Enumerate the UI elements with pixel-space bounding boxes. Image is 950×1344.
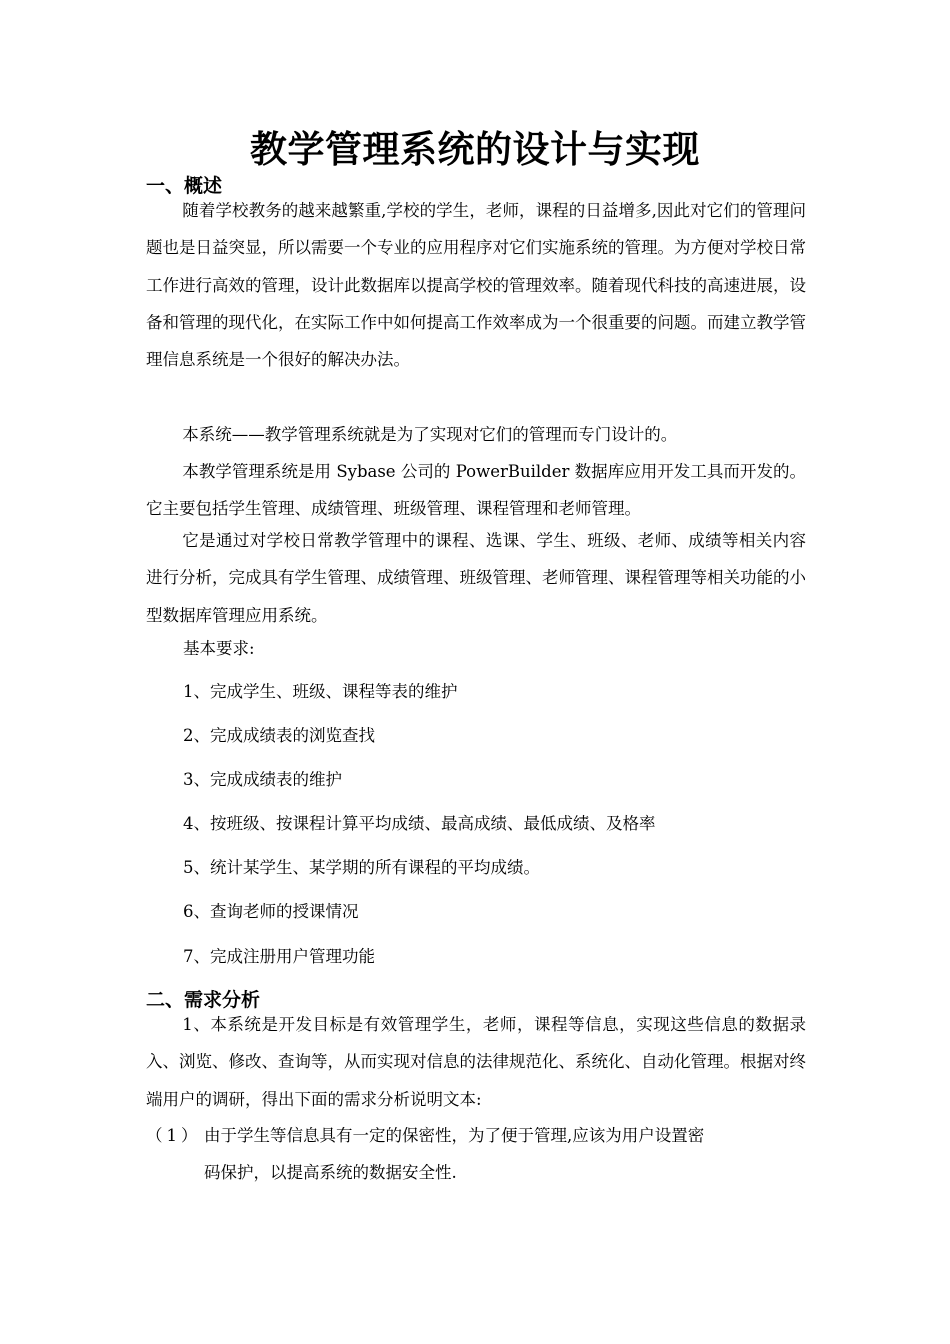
requirement-item-4: 4、按班级、按课程计算平均成绩、最高成绩、最低成绩、及格率 — [183, 814, 656, 833]
overview-paragraph-3: 本教学管理系统是用 Sybase 公司的 PowerBuilder 数据库应用开发工具而开发的。它主要包括学生管理、成绩管理、班级管理、课程管理和老师管理。 — [146, 462, 806, 519]
overview-paragraph-1: 随着学校教务的越来越繁重,学校的学生，老师，课程的日益增多,因此对它们的管理问题也是日益突显，所以需要一个专业的应用程序对它们实施系统的管理。为方便对学校日常工作进行高效的管理，设计此数据库以提高学校的管理效率。随着现代科技的高速进展，设备和管理的现代化，在实际工作中如何提高工作效率成为一个很重要的问题。而建立教学管理信息系统是一个很好的解决办法。 — [146, 201, 806, 370]
requirements-label: 基本要求: — [183, 639, 255, 658]
requirement-item-6: 6、查询老师的授课情况 — [183, 902, 359, 921]
requirement-item-3: 3、完成成绩表的维护 — [183, 770, 342, 789]
requirement-item-7: 7、完成注册用户管理功能 — [183, 947, 375, 966]
numbered-item-1-line-1 — [146, 1117, 806, 1154]
overview-paragraph-4: 它是通过对学校日常教学管理中的课程、选课、学生、班级、老师、成绩等相关内容进行分析，完成具有学生管理、成绩管理、班级管理、老师管理、课程管理等相关功能的小型数据库管理应用系统。 — [146, 531, 806, 625]
overview-paragraph-2: 本系统——教学管理系统就是为了实现对它们的管理而专门设计的。 — [182, 425, 678, 444]
requirements-analysis-paragraph: 1、本系统是开发目标是有效管理学生，老师，课程等信息，实现这些信息的数据录入、浏览、修改、查询等，从而实现对信息的法律规范化、系统化、自动化管理。根据对终端用户的调研，得出下面的需求分析说明文本: — [146, 1015, 806, 1109]
requirement-item-1: 1、完成学生、班级、课程等表的维护 — [183, 682, 458, 701]
requirement-item-5: 5、统计某学生、某学期的所有课程的平均成绩。 — [183, 858, 540, 877]
numbered-item-1-line-2: 码保护，以提高系统的数据安全性. — [204, 1163, 457, 1183]
numbered-item-1 — [146, 1117, 806, 1192]
numbered-item-1-marker: （1） — [146, 1126, 202, 1145]
requirement-item-2: 2、完成成绩表的浏览查找 — [183, 726, 375, 745]
section-heading-overview: 一、概述 — [146, 175, 223, 197]
numbered-item-1-text-1: 由于学生等信息具有一定的保密性，为了便于管理,应该为用户设置密 — [204, 1126, 705, 1145]
document-title: 教学管理系统的设计与实现 — [250, 128, 700, 171]
section-heading-requirements: 二、需求分析 — [146, 989, 261, 1011]
